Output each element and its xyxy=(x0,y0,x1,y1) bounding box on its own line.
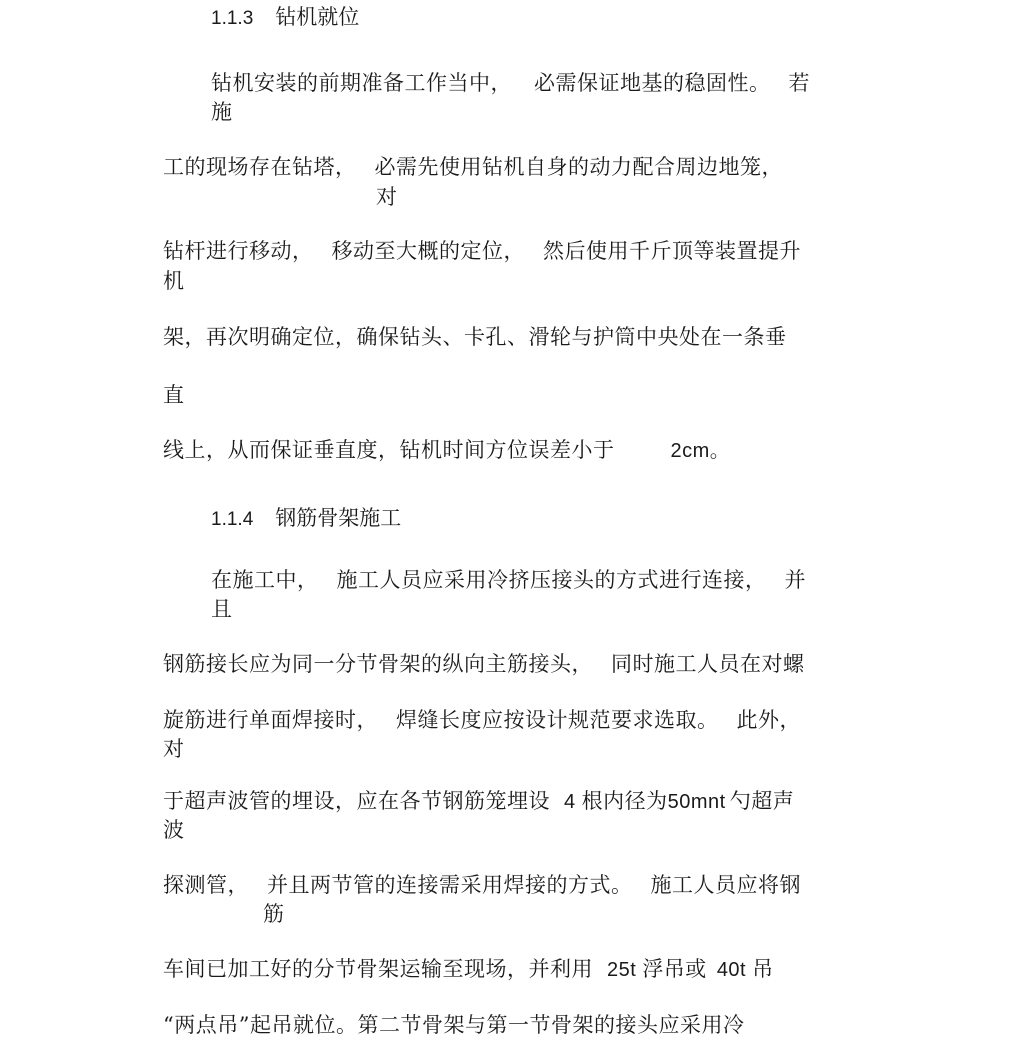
text-run: 若 xyxy=(788,71,810,95)
text-run: 焊缝长度应按设计规范要求选取。 xyxy=(396,708,719,732)
text-run: 移动至大概的定位， xyxy=(331,239,525,263)
text-run: 施工人员应采用冷挤压接头的方式进行连接， xyxy=(336,568,767,592)
text-run: 40t xyxy=(716,959,747,981)
text-run: 根内径为 xyxy=(581,789,668,813)
text-run: 勺超声 xyxy=(729,789,795,813)
text-run: 然后使用千斤顶等装置提升 xyxy=(543,239,801,263)
text-run: 对 xyxy=(163,737,185,761)
text-run: “两点吊”起吊就位。第二节骨架与第一节骨架的接头应采用冷 xyxy=(163,1013,745,1037)
text-run: 车间已加工好的分节骨架运输至现场，并利用 xyxy=(163,957,593,981)
paragraph-line xyxy=(163,734,185,764)
text-run: 筋 xyxy=(263,902,285,926)
paragraph-line xyxy=(163,815,185,845)
paragraph-line xyxy=(163,786,794,817)
text-run: 必需先使用钻机自身的动力配合周边地笼， xyxy=(374,155,783,179)
paragraph-line xyxy=(163,1010,744,1040)
paragraph-line xyxy=(163,954,774,985)
text-run: 于超声波管的埋设，应在各节钢筋笼埋设 xyxy=(163,789,550,813)
paragraph-line xyxy=(211,68,810,98)
section-heading-1-1-4 xyxy=(211,503,401,535)
section-number: 1.1.4 xyxy=(211,509,254,530)
paragraph-line xyxy=(163,649,805,679)
paragraph-line xyxy=(211,594,233,624)
text-run: 钻机安装的前期准备工作当中， xyxy=(211,71,512,95)
text-run: 架，再次明确定位，确保钻头、卡孔、滑轮与护筒中央处在一条垂 xyxy=(163,325,787,349)
text-run: 机 xyxy=(163,269,185,293)
section-number: 1.1.3 xyxy=(211,8,254,29)
paragraph-line xyxy=(211,565,806,595)
text-run: 4 xyxy=(564,791,576,813)
paragraph-line xyxy=(263,899,285,929)
text-run: 且 xyxy=(211,597,233,621)
paragraph-line xyxy=(163,236,801,266)
text-run: 钢筋接长应为同一分节骨架的纵向主筋接头， xyxy=(163,652,593,676)
paragraph-line xyxy=(163,266,185,296)
text-run: 对 xyxy=(376,185,398,209)
paragraph-line xyxy=(163,705,801,735)
text-run: 25t xyxy=(607,959,637,981)
text-run: 施工人员应将钢 xyxy=(650,873,801,897)
paragraph-line xyxy=(211,97,233,127)
section-title: 钻机就位 xyxy=(275,5,360,29)
section-title: 钢筋骨架施工 xyxy=(275,506,402,530)
paragraph-line xyxy=(163,380,185,410)
paragraph-line xyxy=(163,322,787,352)
text-run: 直 xyxy=(163,383,185,407)
text-run: 钻杆进行移动， xyxy=(163,239,314,263)
paragraph-line xyxy=(163,870,801,900)
text-run: 探测管， xyxy=(163,873,249,897)
text-run: 必需保证地基的稳固性。 xyxy=(534,71,771,95)
text-run: 50mnt xyxy=(667,791,726,813)
text-run: 浮吊或 xyxy=(642,957,707,981)
section-heading-1-1-3 xyxy=(211,2,359,34)
text-run: 波 xyxy=(163,818,185,842)
text-run: 并 xyxy=(784,568,806,592)
text-run: 2cm。 xyxy=(670,440,731,462)
paragraph-line xyxy=(163,435,730,466)
paragraph-line xyxy=(376,182,398,212)
text-run: 同时施工人员在对螺 xyxy=(611,652,805,676)
paragraph-line xyxy=(163,152,783,182)
text-run: 工的现场存在钻塔， xyxy=(163,155,357,179)
text-run: 旋筋进行单面焊接时， xyxy=(163,708,378,732)
text-run: 此外， xyxy=(736,708,801,732)
text-run: 并且两节管的连接需采用焊接的方式。 xyxy=(267,873,633,897)
text-run: 线上，从而保证垂直度，钻机时间方位误差小于 xyxy=(163,438,615,462)
text-run: 吊 xyxy=(752,957,774,981)
text-run: 施 xyxy=(211,100,233,124)
text-run: 在施工中， xyxy=(211,568,319,592)
